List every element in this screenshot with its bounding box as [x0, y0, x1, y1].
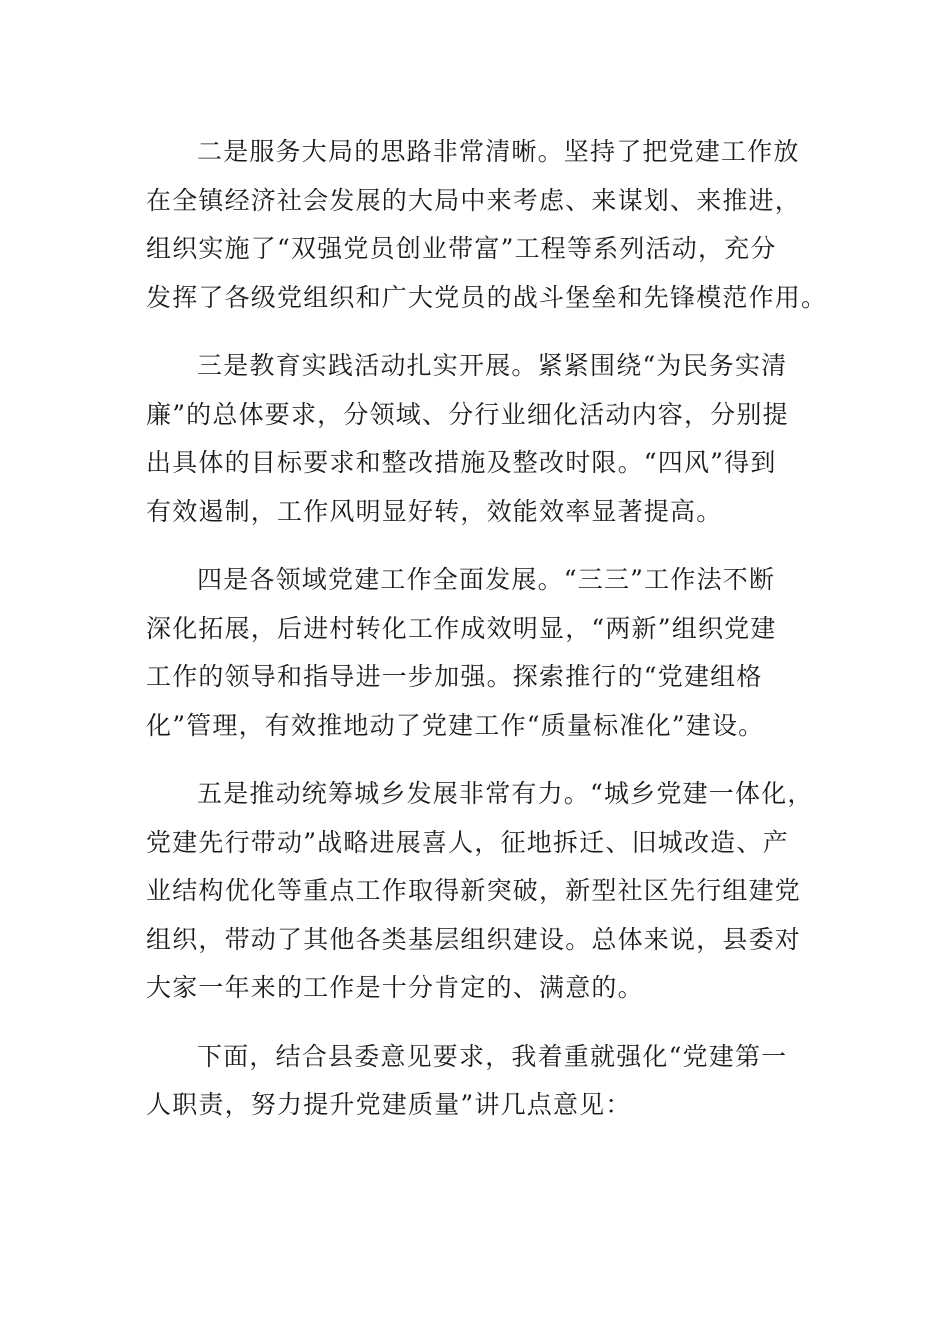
paragraph-line: 有效遏制，工作风明显好转，效能效率显著提高。: [146, 496, 723, 526]
paragraph-line: 出具体的目标要求和整改措施及整改时限。“四风”得到: [146, 448, 777, 477]
paragraph-line: 二是服务大局的思路非常清晰。坚持了把党建工作放: [197, 137, 800, 166]
paragraph-line: 组织实施了“双强党员创业带富”工程等系列活动，充分: [146, 234, 777, 263]
paragraph-line: 工作的领导和指导进一步加强。探索推行的“党建组格: [146, 662, 763, 691]
paragraph-line: 廉”的总体要求，分领域、分行业细化活动内容，分别提: [146, 399, 789, 429]
paragraph-line: 下面，结合县委意见要求，我着重就强化“党建第一: [197, 1041, 788, 1071]
paragraph-conclusion: [146, 1033, 806, 1130]
paragraph-line: 在全镇经济社会发展的大局中来考虑、来谋划、来推进，: [146, 185, 802, 215]
paragraph-line: 人职责，努力提升党建质量”讲几点意见：: [146, 1090, 632, 1119]
document-body: [146, 128, 828, 1150]
paragraph-line: 发挥了各级党组织和广大党员的战斗堡垒和先锋模范作用。: [146, 282, 828, 312]
paragraph-3: [146, 342, 806, 536]
paragraph-line: 深化拓展，后进村转化工作成效明显，“两新”组织党建: [146, 613, 777, 643]
paragraph-line: 五是推动统筹城乡发展非常有力。“城乡党建一体化，: [197, 779, 814, 808]
paragraph-line: 业结构优化等重点工作取得新突破，新型社区先行组建党: [146, 876, 802, 905]
paragraph-4: [146, 556, 806, 750]
paragraph-line: 三是教育实践活动扎实开展。紧紧围绕“为民务实清: [197, 351, 788, 380]
paragraph-line: 化”管理，有效推地动了党建工作“质量标准化”建设。: [146, 710, 765, 740]
paragraph-5: [146, 770, 814, 1013]
paragraph-line: 组织，带动了其他各类基层组织建设。总体来说，县委对: [146, 924, 802, 954]
paragraph-line: 四是各领域党建工作全面发展。“三三”工作法不断: [197, 565, 776, 594]
paragraph-2: [146, 128, 828, 322]
paragraph-line: 大家一年来的工作是十分肯定的、满意的。: [146, 973, 644, 1002]
paragraph-line: 党建先行带动”战略进展喜人，征地拆迁、旧城改造、产: [146, 827, 789, 857]
